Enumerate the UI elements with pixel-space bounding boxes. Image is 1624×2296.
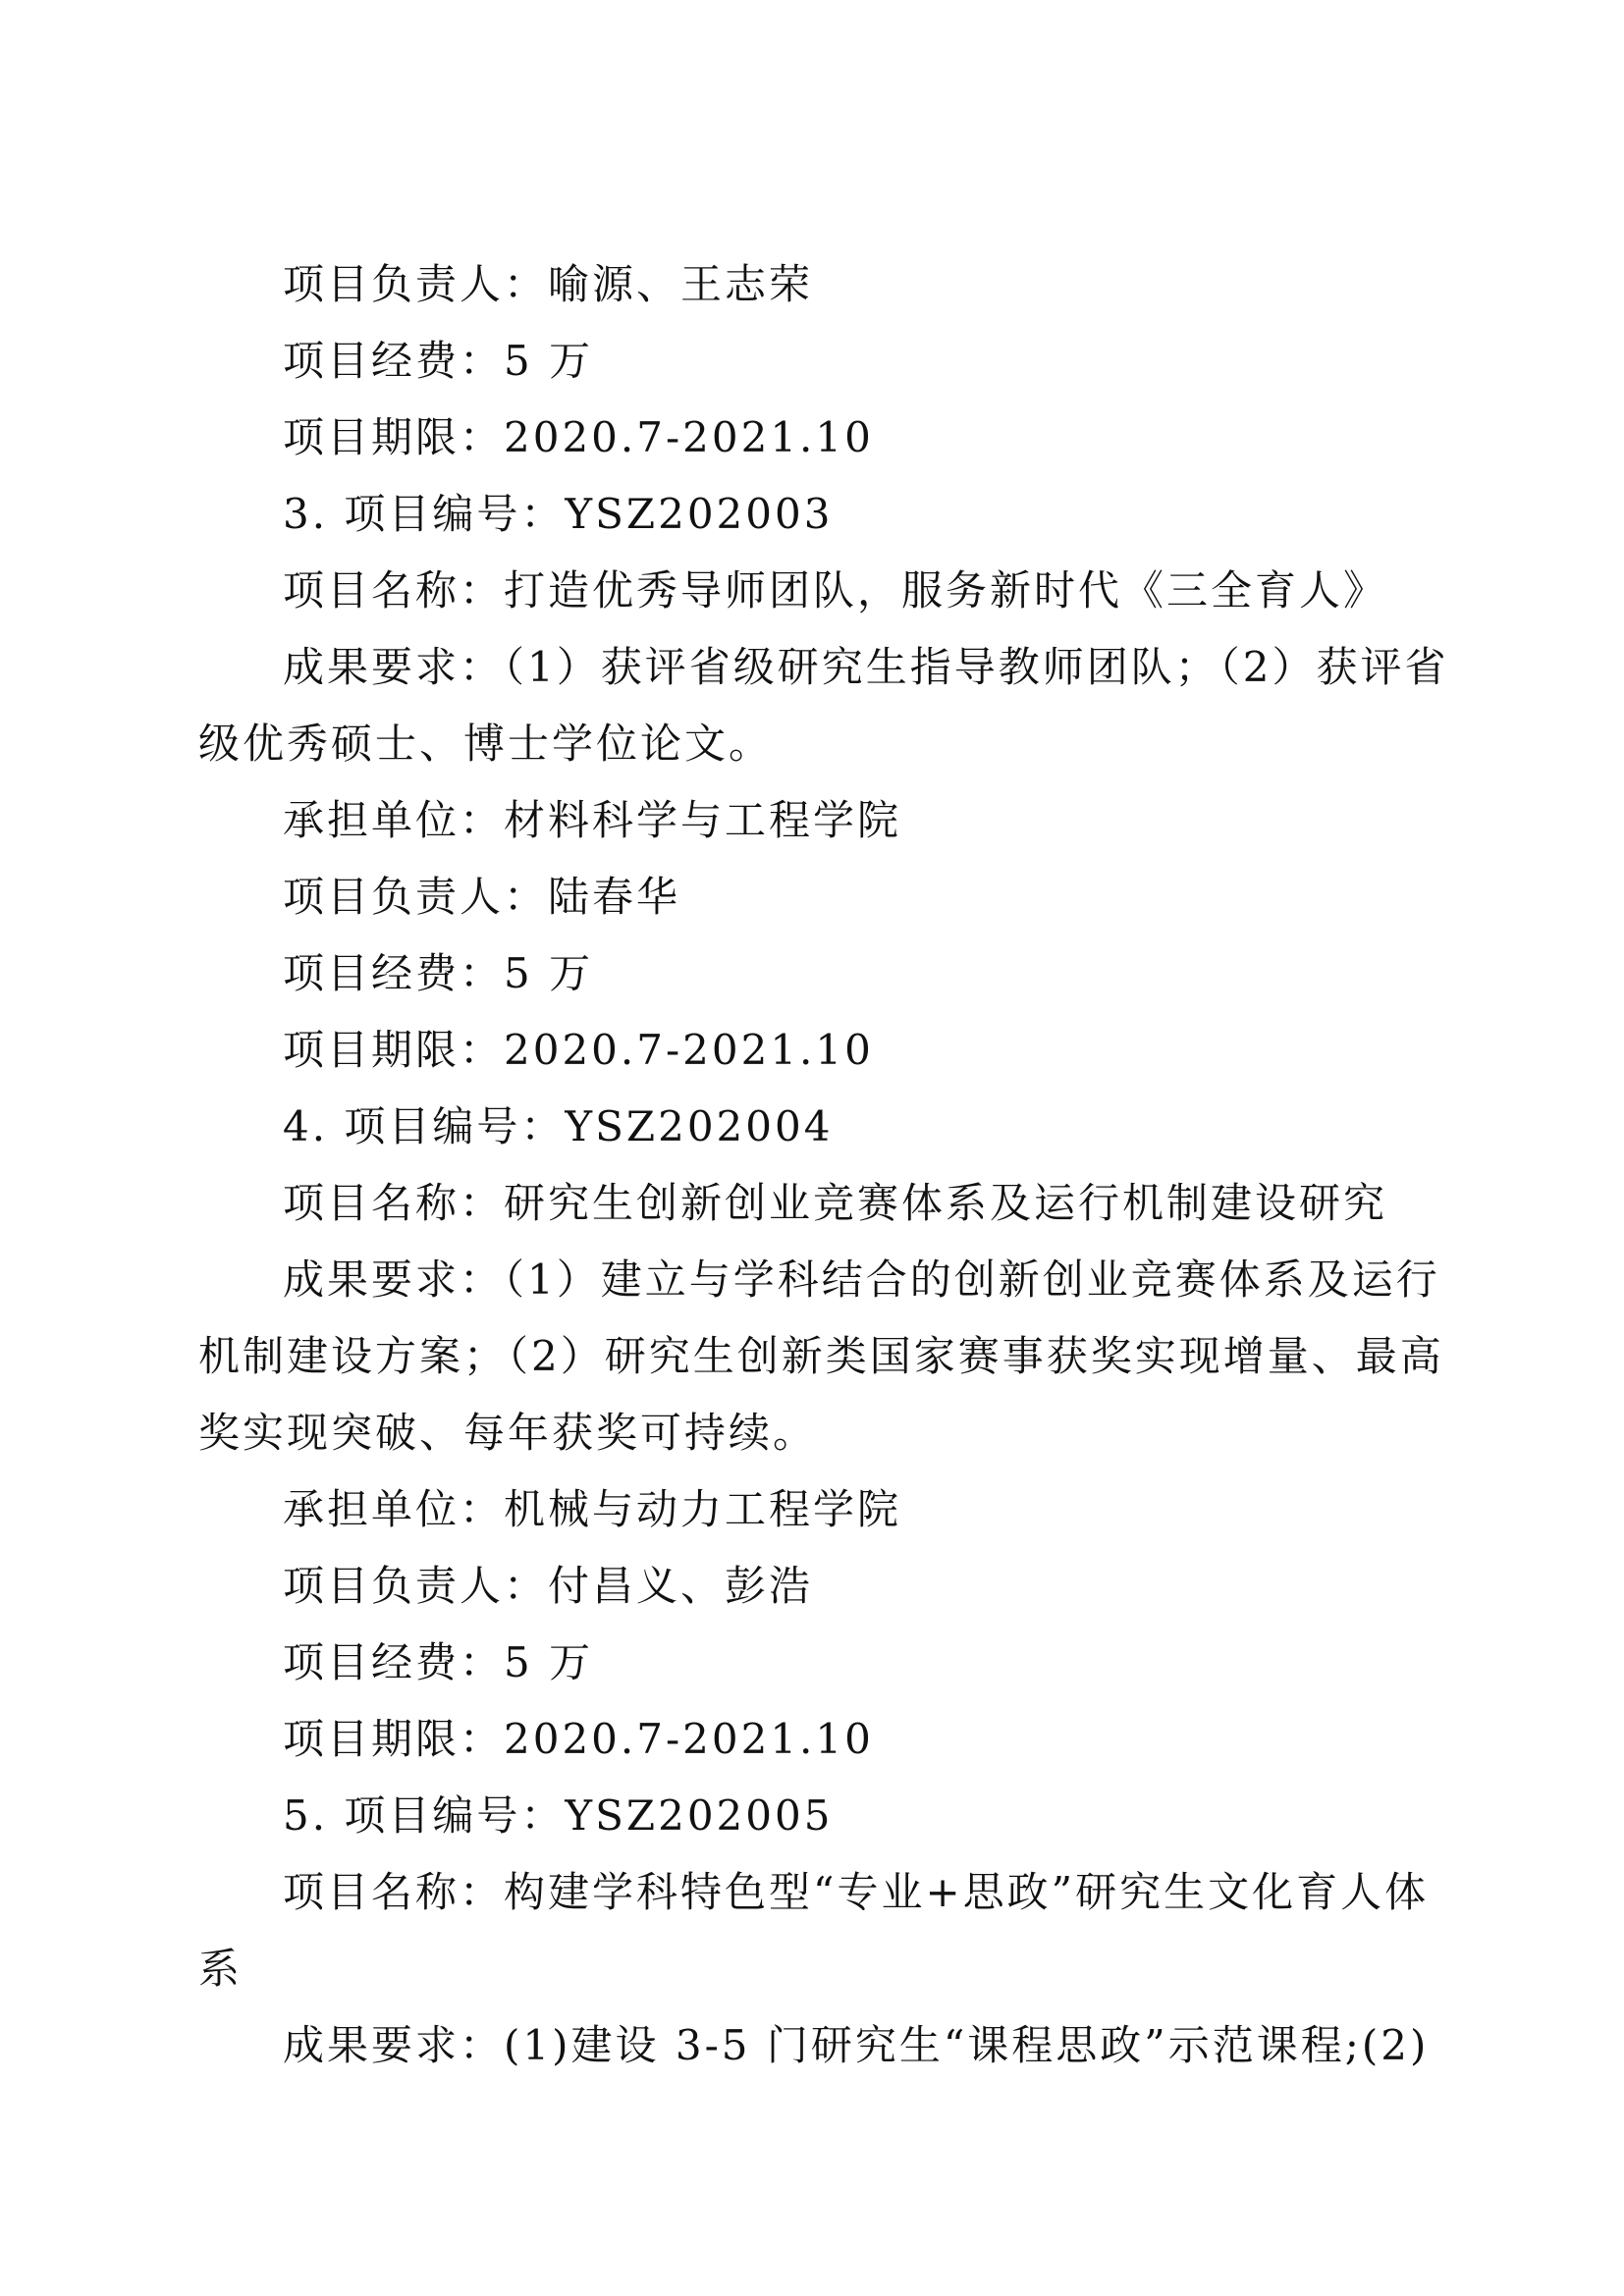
project-2-funding: 项目经费：5 万: [283, 337, 594, 385]
project-4-name: 项目名称：研究生创新创业竞赛体系及运行机制建设研究: [283, 1179, 1388, 1227]
project-2-leader: 项目负责人：喻源、王志荣: [283, 260, 814, 308]
project-3-leader: 项目负责人：陆春华: [283, 873, 681, 921]
project-4-requirements-line-2: 机制建设方案；（2）研究生创新类国家赛事获奖实现增量、最高: [198, 1332, 1444, 1380]
project-3-period: 项目期限：2020.7-2021.10: [283, 1026, 874, 1074]
project-4-period: 项目期限：2020.7-2021.10: [283, 1715, 874, 1763]
project-3-name: 项目名称：打造优秀导师团队，服务新时代《三全育人》: [283, 566, 1388, 614]
project-4-requirements-line-1: 成果要求：（1）建立与学科结合的创新创业竞赛体系及运行: [283, 1255, 1440, 1304]
project-2-period: 项目期限：2020.7-2021.10: [283, 413, 874, 461]
project-4-funding: 项目经费：5 万: [283, 1638, 594, 1686]
project-4-number: 4. 项目编号：YSZ202004: [283, 1102, 834, 1150]
project-5-name-line-2: 系: [198, 1945, 244, 1993]
project-5-name-line-1: 项目名称：构建学科特色型“专业+思政”研究生文化育人体: [283, 1868, 1430, 1916]
project-3-requirements-line-2: 级优秀硕士、博士学位论文。: [198, 720, 774, 768]
project-3-unit: 承担单位：材料科学与工程学院: [283, 796, 902, 844]
project-5-number: 5. 项目编号：YSZ202005: [283, 1791, 834, 1840]
project-5-requirements-line-1: 成果要求：(1)建设 3-5 门研究生“课程思政”示范课程;(2): [283, 2021, 1430, 2069]
project-4-unit: 承担单位：机械与动力工程学院: [283, 1485, 902, 1533]
project-3-funding: 项目经费：5 万: [283, 949, 594, 997]
project-3-requirements-line-1: 成果要求：（1）获评省级研究生指导教师团队；（2）获评省: [283, 643, 1449, 691]
project-4-leader: 项目负责人：付昌义、彭浩: [283, 1562, 814, 1610]
project-4-requirements-line-3: 奖实现突破、每年获奖可持续。: [198, 1409, 818, 1457]
project-3-number: 3. 项目编号：YSZ202003: [283, 490, 834, 538]
